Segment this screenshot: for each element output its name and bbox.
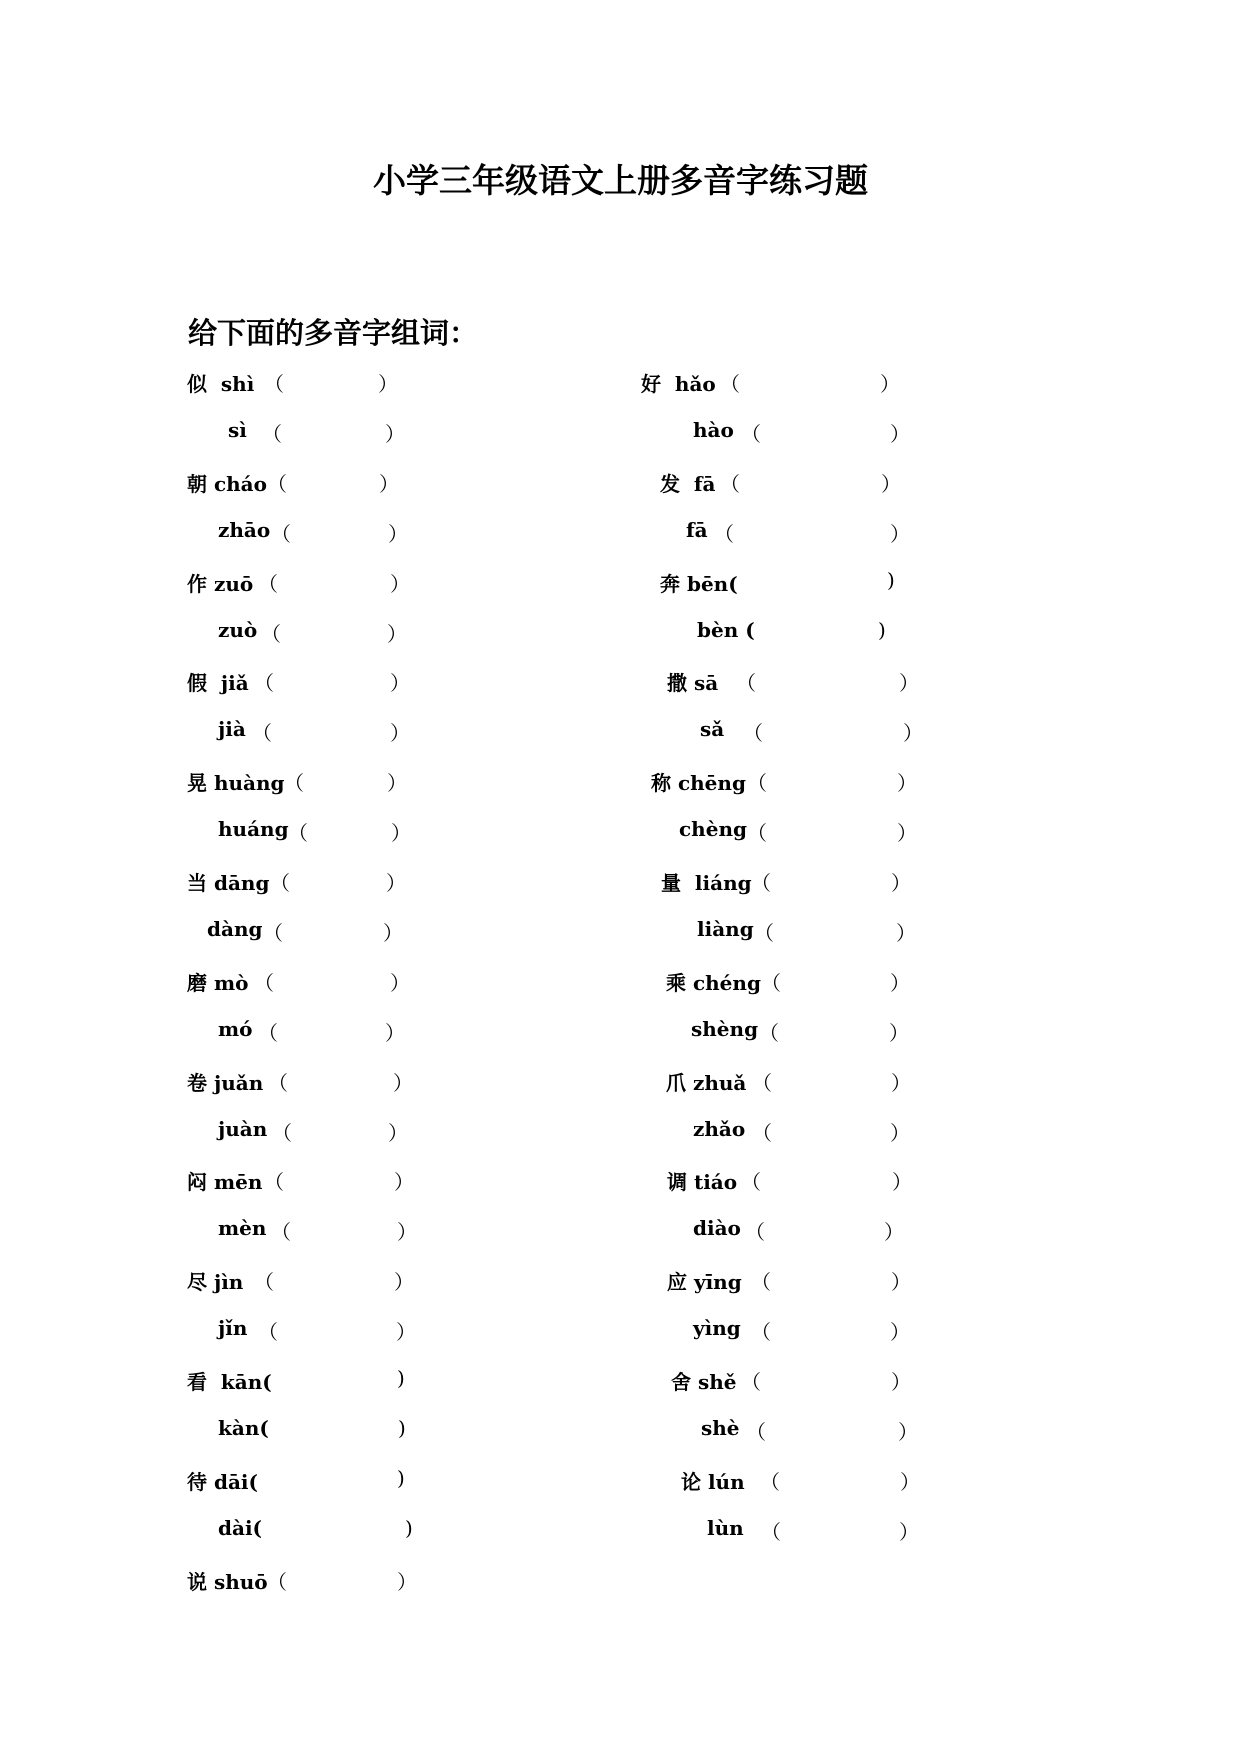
close-paren: ） bbox=[903, 721, 923, 746]
pinyin-label: bèn ( bbox=[697, 617, 755, 642]
close-paren: ） bbox=[397, 1569, 417, 1594]
open-paren: （ bbox=[754, 920, 774, 945]
polyphone-entry bbox=[0, 1117, 1241, 1149]
open-paren: （ bbox=[720, 372, 740, 396]
instruction-heading: 给下面的多音字组词： bbox=[188, 316, 479, 350]
close-paren: ） bbox=[890, 970, 910, 995]
pinyin-label: kàn( bbox=[218, 1415, 269, 1440]
close-paren: ） bbox=[892, 1170, 912, 1195]
close-paren: ） bbox=[898, 1419, 918, 1444]
polyphone-entry bbox=[0, 1017, 1241, 1049]
open-paren: （ bbox=[736, 671, 756, 696]
pinyin-label: liàng bbox=[697, 916, 754, 941]
pinyin-label: mèn bbox=[218, 1216, 267, 1241]
pinyin-label: zhāo bbox=[218, 517, 271, 542]
close-paren: ) bbox=[397, 1366, 405, 1390]
close-paren: ） bbox=[378, 372, 398, 396]
polyphone-entry bbox=[0, 767, 1241, 799]
polyphone-entry bbox=[0, 468, 1241, 500]
close-paren: ） bbox=[390, 671, 410, 696]
close-paren: ） bbox=[899, 1519, 919, 1544]
open-paren: （ bbox=[720, 471, 740, 496]
open-paren: （ bbox=[743, 721, 763, 746]
polyphone-entry bbox=[0, 1416, 1241, 1448]
close-paren: ） bbox=[397, 1220, 417, 1245]
pinyin-label: 舍 shě bbox=[671, 1370, 737, 1394]
close-paren: ） bbox=[390, 970, 410, 995]
pinyin-label: chèng bbox=[679, 817, 747, 842]
pinyin-label: dài( bbox=[218, 1515, 263, 1540]
close-paren: ） bbox=[388, 1120, 408, 1145]
close-paren: ） bbox=[387, 771, 407, 796]
close-paren: ） bbox=[379, 471, 399, 496]
close-paren: ） bbox=[393, 1070, 413, 1095]
close-paren: ） bbox=[388, 521, 408, 546]
pinyin-label: 磨 mò bbox=[187, 970, 249, 995]
polyphone-entry bbox=[0, 967, 1241, 999]
open-paren: （ bbox=[761, 970, 781, 995]
open-paren: （ bbox=[267, 471, 287, 496]
polyphone-entry bbox=[0, 1166, 1241, 1198]
pinyin-label: dàng bbox=[207, 916, 263, 941]
open-paren: （ bbox=[263, 920, 283, 945]
close-paren: ) bbox=[878, 617, 886, 642]
pinyin-label: jǐn bbox=[218, 1316, 248, 1341]
close-paren: ） bbox=[891, 1270, 911, 1295]
open-paren: （ bbox=[288, 821, 308, 846]
close-paren: ） bbox=[385, 421, 405, 446]
close-paren: ） bbox=[897, 771, 917, 796]
close-paren: ） bbox=[385, 1020, 405, 1045]
pinyin-label: hào bbox=[693, 417, 734, 442]
pinyin-label: 卷 juǎn bbox=[187, 1070, 264, 1095]
open-paren: （ bbox=[254, 671, 274, 696]
page-title: 小学三年级语文上册多音字练习题 bbox=[373, 161, 868, 200]
open-paren: （ bbox=[267, 1569, 287, 1594]
polyphone-entry bbox=[0, 717, 1241, 749]
pinyin-label: yìng bbox=[693, 1316, 741, 1341]
close-paren: ） bbox=[897, 821, 917, 846]
pinyin-label: 量 liáng bbox=[661, 871, 752, 895]
polyphone-entry bbox=[0, 1366, 1241, 1398]
pinyin-label: 爪 zhuǎ bbox=[666, 1070, 747, 1095]
pinyin-label: 似 shì bbox=[187, 372, 255, 396]
polyphone-entry bbox=[0, 418, 1241, 450]
pinyin-label: sì bbox=[228, 417, 247, 442]
close-paren: ） bbox=[889, 1020, 909, 1045]
close-paren: ) bbox=[398, 1415, 406, 1440]
pinyin-label: zuò bbox=[218, 617, 258, 642]
close-paren: ） bbox=[896, 920, 916, 945]
close-paren: ） bbox=[396, 1320, 416, 1345]
open-paren: （ bbox=[751, 871, 771, 895]
close-paren: ） bbox=[383, 920, 403, 945]
pinyin-label: mó bbox=[218, 1016, 253, 1041]
open-paren: （ bbox=[264, 1170, 284, 1195]
pinyin-label: 晃 huàng bbox=[187, 771, 285, 796]
pinyin-label: diào bbox=[693, 1216, 741, 1241]
polyphone-entry bbox=[0, 1516, 1241, 1548]
open-paren: （ bbox=[752, 1120, 772, 1145]
open-paren: （ bbox=[261, 621, 281, 646]
close-paren: ） bbox=[890, 1120, 910, 1145]
polyphone-entry bbox=[0, 867, 1241, 899]
close-paren: ） bbox=[387, 621, 407, 646]
polyphone-entry bbox=[0, 518, 1241, 550]
open-paren: （ bbox=[741, 1170, 761, 1195]
open-paren: （ bbox=[759, 1020, 779, 1045]
close-paren: ) bbox=[405, 1515, 413, 1540]
open-paren: （ bbox=[761, 1519, 781, 1544]
pinyin-label: 撒 sā bbox=[667, 671, 719, 696]
pinyin-label: fā bbox=[686, 517, 708, 542]
pinyin-label: 应 yīng bbox=[667, 1270, 742, 1295]
polyphone-entry bbox=[0, 1266, 1241, 1298]
close-paren: ) bbox=[887, 567, 895, 592]
close-paren: ） bbox=[390, 721, 410, 746]
polyphone-entry bbox=[0, 1216, 1241, 1248]
open-paren: （ bbox=[714, 521, 734, 546]
polyphone-entry bbox=[0, 1466, 1241, 1498]
close-paren: ) bbox=[397, 1465, 405, 1490]
polyphone-entry bbox=[0, 568, 1241, 600]
open-paren: （ bbox=[741, 421, 761, 446]
open-paren: （ bbox=[760, 1469, 780, 1494]
close-paren: ） bbox=[891, 871, 911, 895]
open-paren: （ bbox=[258, 1320, 278, 1345]
open-paren: （ bbox=[268, 1070, 288, 1095]
open-paren: （ bbox=[270, 871, 290, 895]
pinyin-label: 称 chēng bbox=[651, 771, 746, 796]
close-paren: ） bbox=[386, 871, 406, 895]
pinyin-label: 当 dāng bbox=[187, 871, 270, 895]
close-paren: ） bbox=[900, 1469, 920, 1494]
polyphone-entry bbox=[0, 1067, 1241, 1099]
close-paren: ） bbox=[884, 1220, 904, 1245]
open-paren: （ bbox=[272, 1120, 292, 1145]
pinyin-label: 调 tiáo bbox=[667, 1170, 738, 1195]
close-paren: ） bbox=[899, 671, 919, 696]
pinyin-label: zhǎo bbox=[693, 1116, 746, 1141]
close-paren: ） bbox=[890, 1320, 910, 1345]
pinyin-label: shè bbox=[701, 1415, 740, 1440]
pinyin-label: 发 fā bbox=[660, 471, 716, 496]
pinyin-label: 尽 jìn bbox=[187, 1270, 244, 1295]
pinyin-label: sǎ bbox=[700, 717, 725, 742]
open-paren: （ bbox=[746, 1419, 766, 1444]
close-paren: ） bbox=[881, 471, 901, 496]
pinyin-label: huáng bbox=[218, 817, 289, 842]
polyphone-entry bbox=[0, 817, 1241, 849]
close-paren: ） bbox=[891, 1370, 911, 1394]
open-paren: （ bbox=[747, 771, 767, 796]
open-paren: （ bbox=[271, 1220, 291, 1245]
close-paren: ） bbox=[390, 571, 410, 596]
close-paren: ） bbox=[890, 421, 910, 446]
pinyin-label: 好 hǎo bbox=[641, 372, 716, 396]
pinyin-label: 奔 bēn( bbox=[660, 571, 738, 596]
open-paren: （ bbox=[747, 821, 767, 846]
polyphone-entry bbox=[0, 667, 1241, 699]
close-paren: ） bbox=[394, 1270, 414, 1295]
polyphone-entry bbox=[0, 618, 1241, 650]
open-paren: （ bbox=[262, 421, 282, 446]
pinyin-label: 看 kān( bbox=[187, 1370, 272, 1394]
open-paren: （ bbox=[258, 571, 278, 596]
pinyin-label: 闷 mēn bbox=[187, 1170, 263, 1195]
open-paren: （ bbox=[254, 1270, 274, 1295]
pinyin-label: 朝 cháo bbox=[187, 471, 267, 496]
pinyin-label: juàn bbox=[218, 1116, 268, 1141]
pinyin-label: 乘 chéng bbox=[666, 970, 761, 995]
pinyin-label: 假 jiǎ bbox=[187, 671, 249, 696]
close-paren: ） bbox=[394, 1170, 414, 1195]
polyphone-entry bbox=[0, 1566, 1241, 1598]
open-paren: （ bbox=[252, 721, 272, 746]
open-paren: （ bbox=[258, 1020, 278, 1045]
pinyin-label: 说 shuō bbox=[187, 1569, 268, 1594]
open-paren: （ bbox=[271, 521, 291, 546]
open-paren: （ bbox=[751, 1270, 771, 1295]
open-paren: （ bbox=[745, 1220, 765, 1245]
polyphone-entry bbox=[0, 368, 1241, 400]
close-paren: ） bbox=[880, 372, 900, 396]
polyphone-entry bbox=[0, 917, 1241, 949]
open-paren: （ bbox=[264, 372, 284, 396]
open-paren: （ bbox=[254, 970, 274, 995]
open-paren: （ bbox=[751, 1320, 771, 1345]
pinyin-label: shèng bbox=[691, 1016, 759, 1041]
close-paren: ） bbox=[890, 521, 910, 546]
pinyin-label: 论 lún bbox=[681, 1469, 745, 1494]
pinyin-label: lùn bbox=[707, 1515, 744, 1540]
close-paren: ） bbox=[891, 1070, 911, 1095]
open-paren: （ bbox=[752, 1070, 772, 1095]
polyphone-entry bbox=[0, 1316, 1241, 1348]
pinyin-label: 待 dāi( bbox=[187, 1469, 258, 1494]
pinyin-label: 作 zuō bbox=[187, 571, 254, 596]
open-paren: （ bbox=[741, 1370, 761, 1394]
pinyin-label: jià bbox=[218, 717, 246, 742]
open-paren: （ bbox=[284, 771, 304, 796]
close-paren: ） bbox=[391, 821, 411, 846]
